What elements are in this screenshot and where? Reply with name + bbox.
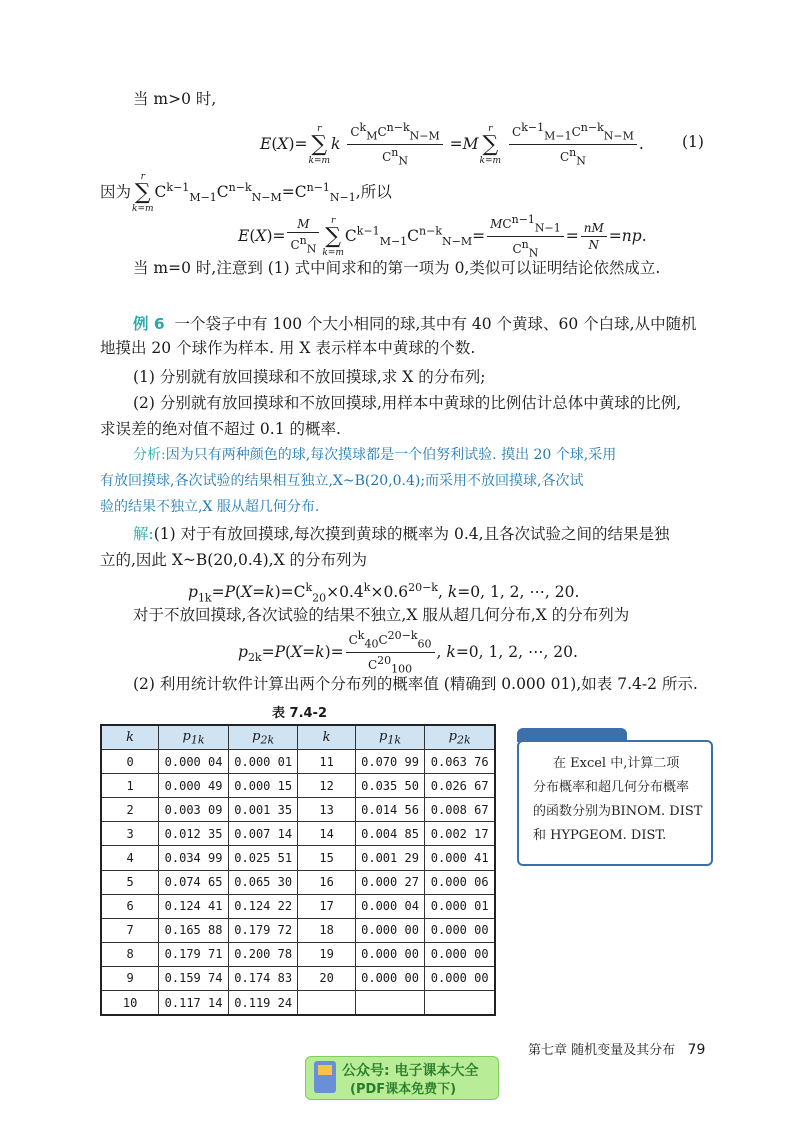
- table-cell: 0.117 14: [159, 991, 229, 1016]
- table-cell: 0.014 56: [355, 798, 425, 822]
- table-cell: 0.159 74: [159, 966, 229, 990]
- table-row: [101, 870, 495, 894]
- table-row: [101, 798, 495, 822]
- table-cell: 0.001 35: [228, 798, 298, 822]
- table-cell: 0.000 01: [425, 894, 495, 918]
- solution-line-4: (2) 利用统计软件计算出两个分布列的概率值 (精确到 0.000 01),如表 7.4-2 所示.: [133, 675, 698, 693]
- watermark-badge: 公众号: 电子课本大全 (PDF课本免费下): [305, 1056, 499, 1100]
- table-cell: 0.035 50: [355, 774, 425, 798]
- table-cell: 0.000 00: [355, 918, 425, 942]
- table-cell: 11: [298, 750, 355, 774]
- table-cell: 0.007 14: [228, 822, 298, 846]
- hypergeometric-formula: $p_{2k}=P(X=k)=$ $\frac{C^k_{40}C^{20-k}_{60}}{C^{20}_{100}}$ , k=0, 1, 2, ⋯, 20.: [238, 629, 578, 676]
- table-cell: 1: [101, 774, 159, 798]
- table-cell: 3: [101, 822, 159, 846]
- analysis-line-3: 验的结果不独立,X 服从超几何分布.: [100, 499, 320, 515]
- table-cell: 14: [298, 822, 355, 846]
- table-cell: 4: [101, 846, 159, 870]
- table-cell: 0.000 41: [425, 846, 495, 870]
- solution-line-2: 立的,因此 X~B(20,0.4),X 的分布列为: [100, 551, 368, 569]
- table-cell: 0.179 72: [228, 918, 298, 942]
- header-k: k: [101, 725, 159, 750]
- solution-line-3: 对于不放回摸球,各次试验的结果不独立,X 服从超几何分布,X 的分布列为: [133, 606, 630, 624]
- table-cell: 0.070 99: [355, 750, 425, 774]
- table-row: [101, 894, 495, 918]
- table-row: [101, 991, 495, 1016]
- table-caption: 表 7.4-2: [272, 706, 327, 721]
- table-row: [101, 774, 495, 798]
- table-cell: 0.000 27: [355, 870, 425, 894]
- table-cell: 20: [298, 966, 355, 990]
- table-cell: 9: [101, 966, 159, 990]
- table-cell: 0.000 00: [355, 942, 425, 966]
- page-number: 79: [687, 1042, 706, 1058]
- table-cell: 0.119 24: [228, 991, 298, 1016]
- intro-condition: 当 m>0 时,: [133, 90, 217, 108]
- table-cell: [298, 991, 355, 1016]
- header-k-2: k: [298, 725, 355, 750]
- table-cell: 0.200 78: [228, 942, 298, 966]
- table-cell: 0.000 04: [159, 750, 229, 774]
- table-cell: 0.063 76: [425, 750, 495, 774]
- table-header-row: [101, 725, 495, 750]
- table-cell: 0.074 65: [159, 870, 229, 894]
- equation-number: (1): [682, 133, 704, 151]
- equation-1: E(X)= r ∑ k=m k $\frac{C^k_MC^{n-k}_{N-M}}{C^n_N}$ =M r ∑ k=m $\frac{C^{k-1}_{M-1}C^{n-k}_{N-M}}{C^n_N}$ .: [260, 121, 644, 168]
- table-cell: 0: [101, 750, 159, 774]
- table-cell: 0.165 88: [159, 918, 229, 942]
- header-p1k-2: $p_{1k}$: [355, 725, 425, 750]
- table-cell: 0.025 51: [228, 846, 298, 870]
- table-cell: 0.002 17: [425, 822, 495, 846]
- table-cell: 17: [298, 894, 355, 918]
- table-cell: 18: [298, 918, 355, 942]
- table-cell: 12: [298, 774, 355, 798]
- table-cell: 10: [101, 991, 159, 1016]
- example-question-2b: 求误差的绝对值不超过 0.1 的概率.: [100, 420, 341, 438]
- table-cell: 0.003 09: [159, 798, 229, 822]
- example-6: 例 6 一个袋子中有 100 个大小相同的球,其中有 40 个黄球、60 个白球,从中随机: [133, 315, 697, 333]
- binomial-formula: $p_{1k}=P(X=k)=C^k_{20}\times 0.4^k\times 0.6^{20-k}$, k=0, 1, 2, ⋯, 20.: [188, 581, 580, 605]
- table-row: [101, 966, 495, 990]
- table-cell: 0.000 15: [228, 774, 298, 798]
- table-cell: 0.179 71: [159, 942, 229, 966]
- table-cell: 0.000 04: [355, 894, 425, 918]
- table-row: [101, 918, 495, 942]
- solution-line-1: 解:(1) 对于有放回摸球,每次摸到黄球的概率为 0.4,且各次试验之间的结果是独: [133, 525, 670, 543]
- table-cell: 0.174 83: [228, 966, 298, 990]
- table-cell: 0.000 00: [425, 918, 495, 942]
- table-cell: 7: [101, 918, 159, 942]
- example-question-1: (1) 分别就有放回摸球和不放回摸球,求 X 的分布列;: [133, 368, 486, 386]
- table-cell: 15: [298, 846, 355, 870]
- table-cell: 0.001 29: [355, 846, 425, 870]
- header-p1k: $p_{1k}$: [159, 725, 229, 750]
- table-cell: 0.000 00: [425, 966, 495, 990]
- because-line: 因为 r ∑ k=m $C^{k-1}_{M-1}C^{n-k}_{N-M}=C^{n-1}_{N-1}$,所以: [100, 172, 392, 214]
- page-footer: [528, 1039, 705, 1058]
- table-cell: 0.124 41: [159, 894, 229, 918]
- table-cell: 0.065 30: [228, 870, 298, 894]
- table-cell: 19: [298, 942, 355, 966]
- table-cell: 0.000 49: [159, 774, 229, 798]
- table-cell: 0.026 67: [425, 774, 495, 798]
- table-cell: 16: [298, 870, 355, 894]
- example-line-2: 地摸出 20 个球作为样本. 用 X 表示样本中黄球的个数.: [100, 339, 476, 357]
- equation-2: E(X)= $\frac{M}{C^n_N}$ r ∑ k=m $C^{k-1}_{M-1}C^{n-k}_{N-M}=$ $\frac{MC^{n-1}_{N-1}}{C^n_N}$ = $\frac{nM}{N}$ =np.: [238, 213, 647, 260]
- distribution-table: [100, 724, 496, 1016]
- table-cell: 0.000 00: [425, 942, 495, 966]
- table-cell: [355, 991, 425, 1016]
- table-cell: 0.004 85: [355, 822, 425, 846]
- table-cell: 5: [101, 870, 159, 894]
- table-cell: 0.000 06: [425, 870, 495, 894]
- m-zero-paragraph: 当 m=0 时,注意到 (1) 式中间求和的第一项为 0,类似可以证明结论依然成立.: [133, 259, 661, 277]
- chapter-title: 第七章 随机变量及其分布: [528, 1043, 676, 1058]
- header-p2k: $p_{2k}$: [228, 725, 298, 750]
- table-cell: [425, 991, 495, 1016]
- note-tab: [517, 728, 627, 742]
- table-row: [101, 846, 495, 870]
- table-cell: 8: [101, 942, 159, 966]
- example-question-2a: (2) 分别就有放回摸球和不放回摸球,用样本中黄球的比例估计总体中黄球的比例,: [133, 394, 682, 412]
- table-cell: 0.124 22: [228, 894, 298, 918]
- table-cell: 0.008 67: [425, 798, 495, 822]
- table-cell: 13: [298, 798, 355, 822]
- analysis-line-2: 有放回摸球,各次试验的结果相互独立,X~B(20,0.4);而采用不放回摸球,各次试: [100, 473, 584, 489]
- table-cell: 2: [101, 798, 159, 822]
- table-row: [101, 822, 495, 846]
- table-cell: 0.012 35: [159, 822, 229, 846]
- table-cell: 0.034 99: [159, 846, 229, 870]
- note-text: 在 Excel 中,计算二项 分布概率和超几何分布概率 的函数分别为BINOM. DIST 和 HYPGEOM. DIST.: [533, 756, 703, 843]
- table-cell: 0.000 01: [228, 750, 298, 774]
- table-row: [101, 750, 495, 774]
- table-cell: 6: [101, 894, 159, 918]
- analysis-line-1: 分析:因为只有两种颜色的球,每次摸球都是一个伯努利试验. 摸出 20 个球,采用: [133, 447, 617, 463]
- table-row: [101, 942, 495, 966]
- excel-note-box: [517, 740, 713, 866]
- header-p2k-2: $p_{2k}$: [425, 725, 495, 750]
- table-cell: 0.000 00: [355, 966, 425, 990]
